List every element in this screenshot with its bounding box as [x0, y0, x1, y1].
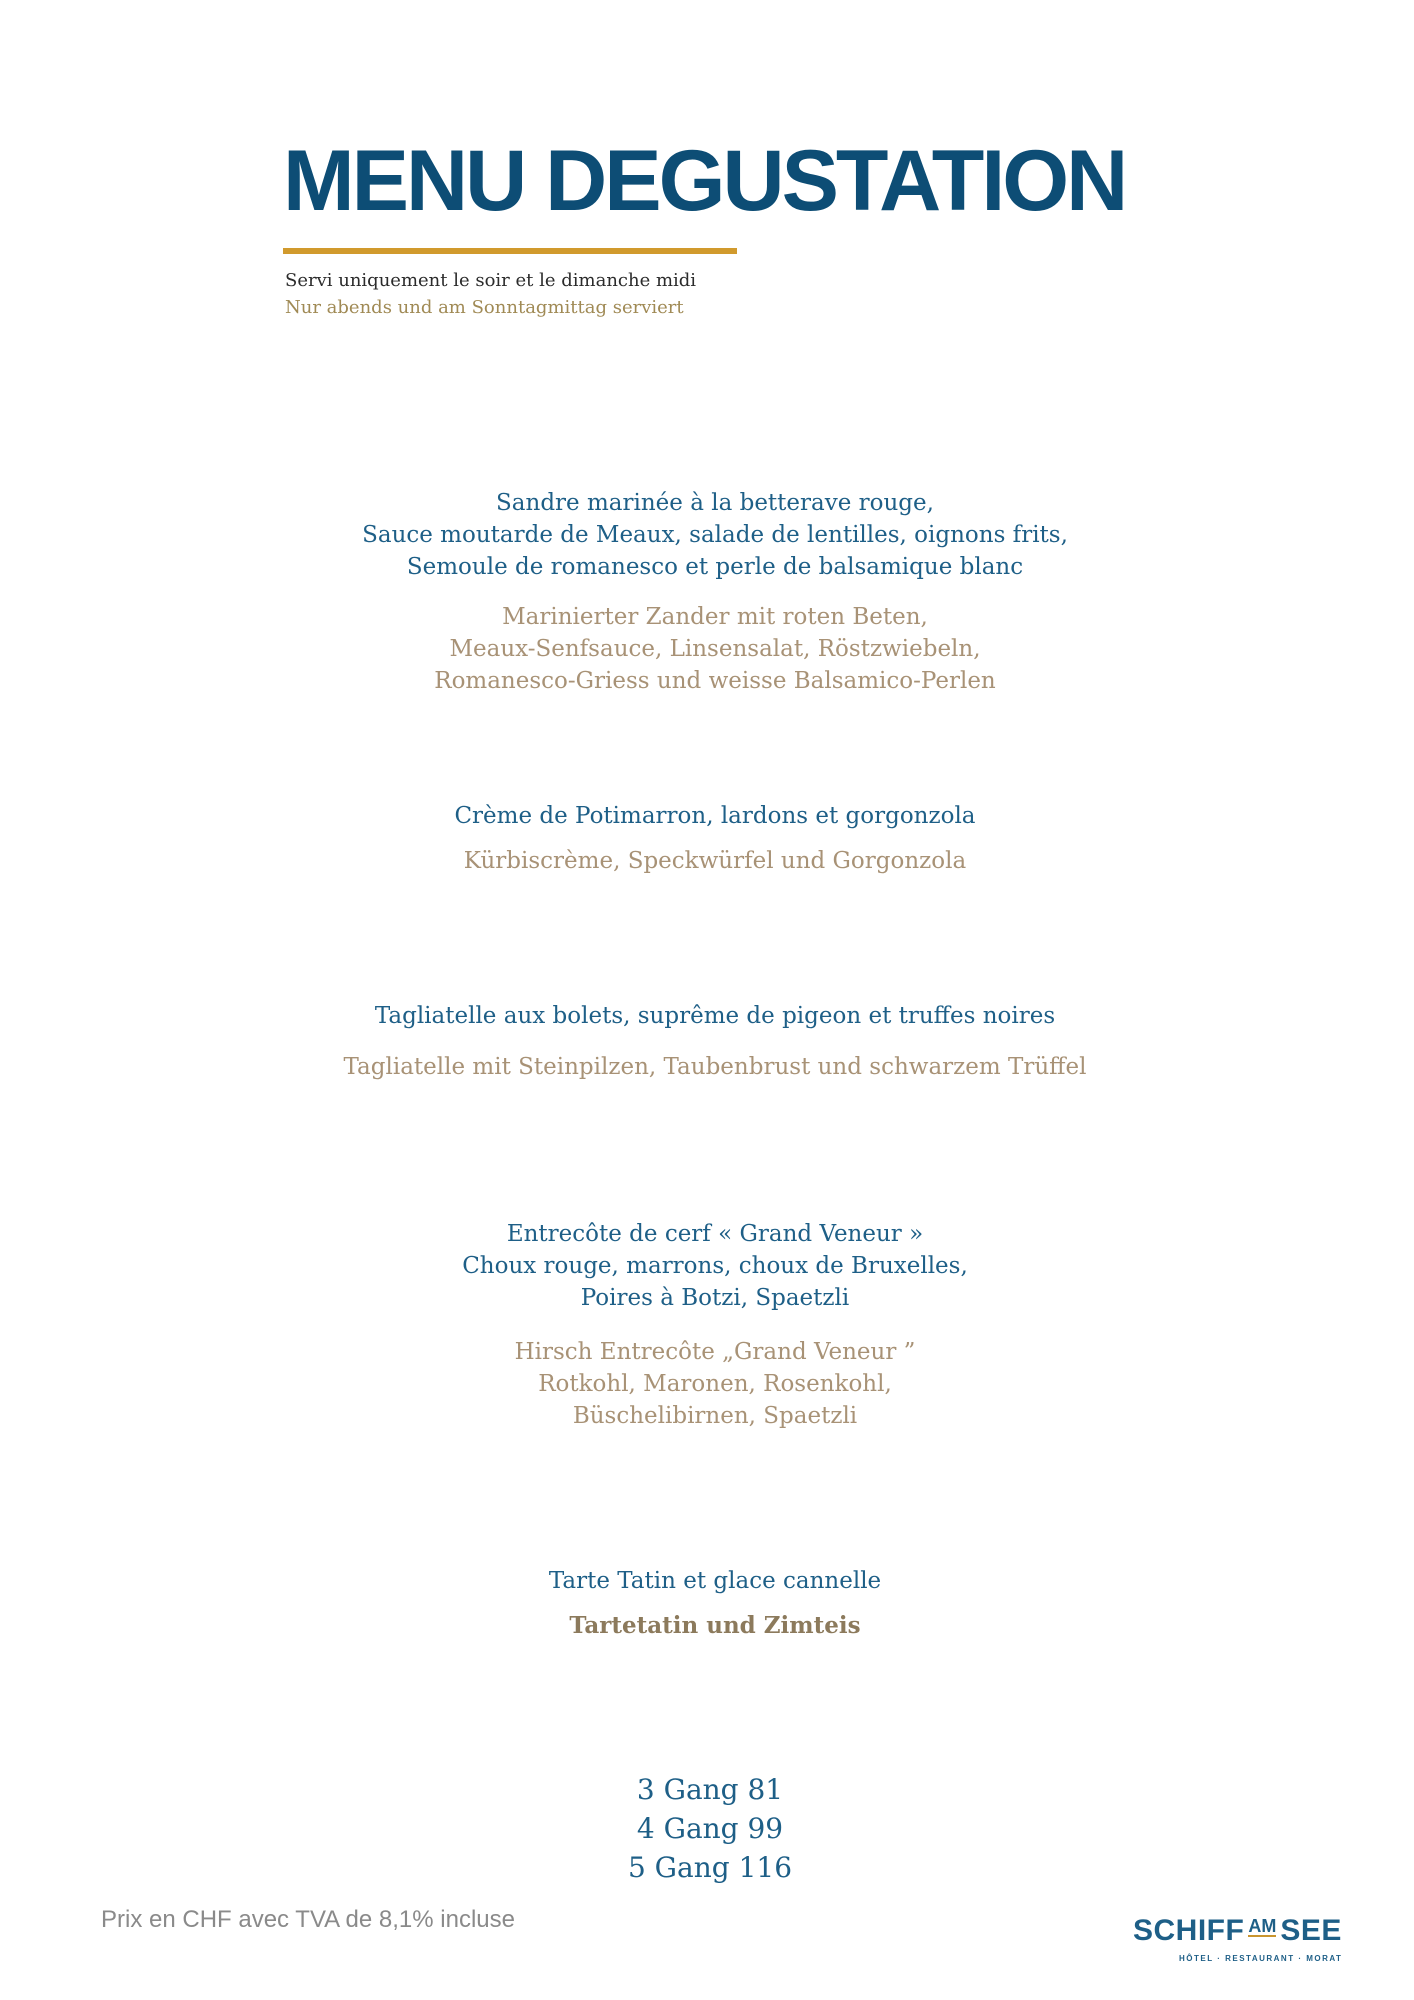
price-5-courses: 5 Gang 116	[627, 1851, 793, 1884]
schiff-am-see-logo	[1133, 1914, 1359, 1970]
subtitle-french: Servi uniquement le soir et le dimanche midi	[285, 270, 697, 291]
price-list	[560, 1770, 860, 1887]
course-line: Poires à Botzi, Spaetzli	[580, 1285, 850, 1311]
course-line: Tagliatelle mit Steinpilzen, Taubenbrust und schwarzem Trüffel	[343, 1054, 1087, 1080]
course-5	[300, 1565, 1130, 1642]
course-line: Tarte Tatin et glace cannelle	[548, 1568, 882, 1594]
course-5-french	[300, 1565, 1130, 1597]
course-5-german	[300, 1610, 1130, 1642]
course-line: Sauce moutarde de Meaux, salade de lentilles, oignons frits,	[362, 522, 1068, 548]
course-line: Kürbiscrème, Speckwürfel und Gorgonzola	[463, 848, 967, 874]
course-3-german	[300, 1051, 1130, 1083]
menu-title: MENU DEGUSTATION	[283, 133, 1126, 229]
course-line: Hirsch Entrecôte „Grand Veneur ”	[514, 1339, 916, 1365]
course-line: Semoule de romanesco et perle de balsamique blanc	[406, 554, 1024, 580]
course-line: Entrecôte de cerf « Grand Veneur »	[506, 1221, 924, 1247]
course-3-french	[300, 1000, 1130, 1032]
title-underline	[283, 248, 737, 254]
course-line: Romanesco-Griess und weisse Balsamico-Perlen	[434, 668, 996, 694]
course-2-french	[300, 800, 1130, 832]
logo-word-see: SEE	[1280, 1914, 1342, 1947]
logo-word-am: AM	[1248, 1916, 1277, 1936]
price-footnote: Prix en CHF avec TVA de 8,1% incluse	[101, 1906, 515, 1933]
course-line: Sandre marinée à la betterave rouge,	[496, 490, 934, 516]
course-line: Tagliatelle aux bolets, suprême de pigeon et truffes noires	[374, 1003, 1056, 1029]
course-line: Choux rouge, marrons, choux de Bruxelles,	[462, 1253, 968, 1279]
course-4	[300, 1218, 1130, 1432]
course-1-german	[300, 601, 1130, 697]
course-4-french	[300, 1218, 1130, 1314]
logo-tagline: HÔTEL · RESTAURANT · MORAT	[1179, 1954, 1343, 1963]
course-line: Marinierter Zander mit roten Beten,	[502, 604, 928, 630]
price-3-courses: 3 Gang 81	[636, 1773, 784, 1806]
course-line: Crème de Potimarron, lardons et gorgonzola	[454, 803, 976, 829]
course-2-german	[300, 845, 1130, 877]
price-4-courses: 4 Gang 99	[636, 1812, 784, 1845]
course-1	[300, 487, 1130, 697]
course-line: Büschelibirnen, Spaetzli	[572, 1403, 858, 1429]
course-2	[300, 800, 1130, 877]
logo-wordmark	[1133, 1914, 1342, 1948]
course-line: Rotkohl, Maronen, Rosenkohl,	[538, 1371, 892, 1397]
course-line: Tartetatin und Zimteis	[569, 1612, 861, 1639]
course-line: Meaux-Senfsauce, Linsensalat, Röstzwiebeln,	[449, 636, 981, 662]
subtitle-german: Nur abends und am Sonntagmittag serviert	[285, 297, 684, 318]
course-1-french	[300, 487, 1130, 583]
logo-word-schiff: SCHIFF	[1133, 1914, 1245, 1947]
course-3	[300, 1000, 1130, 1083]
course-4-german	[300, 1336, 1130, 1432]
